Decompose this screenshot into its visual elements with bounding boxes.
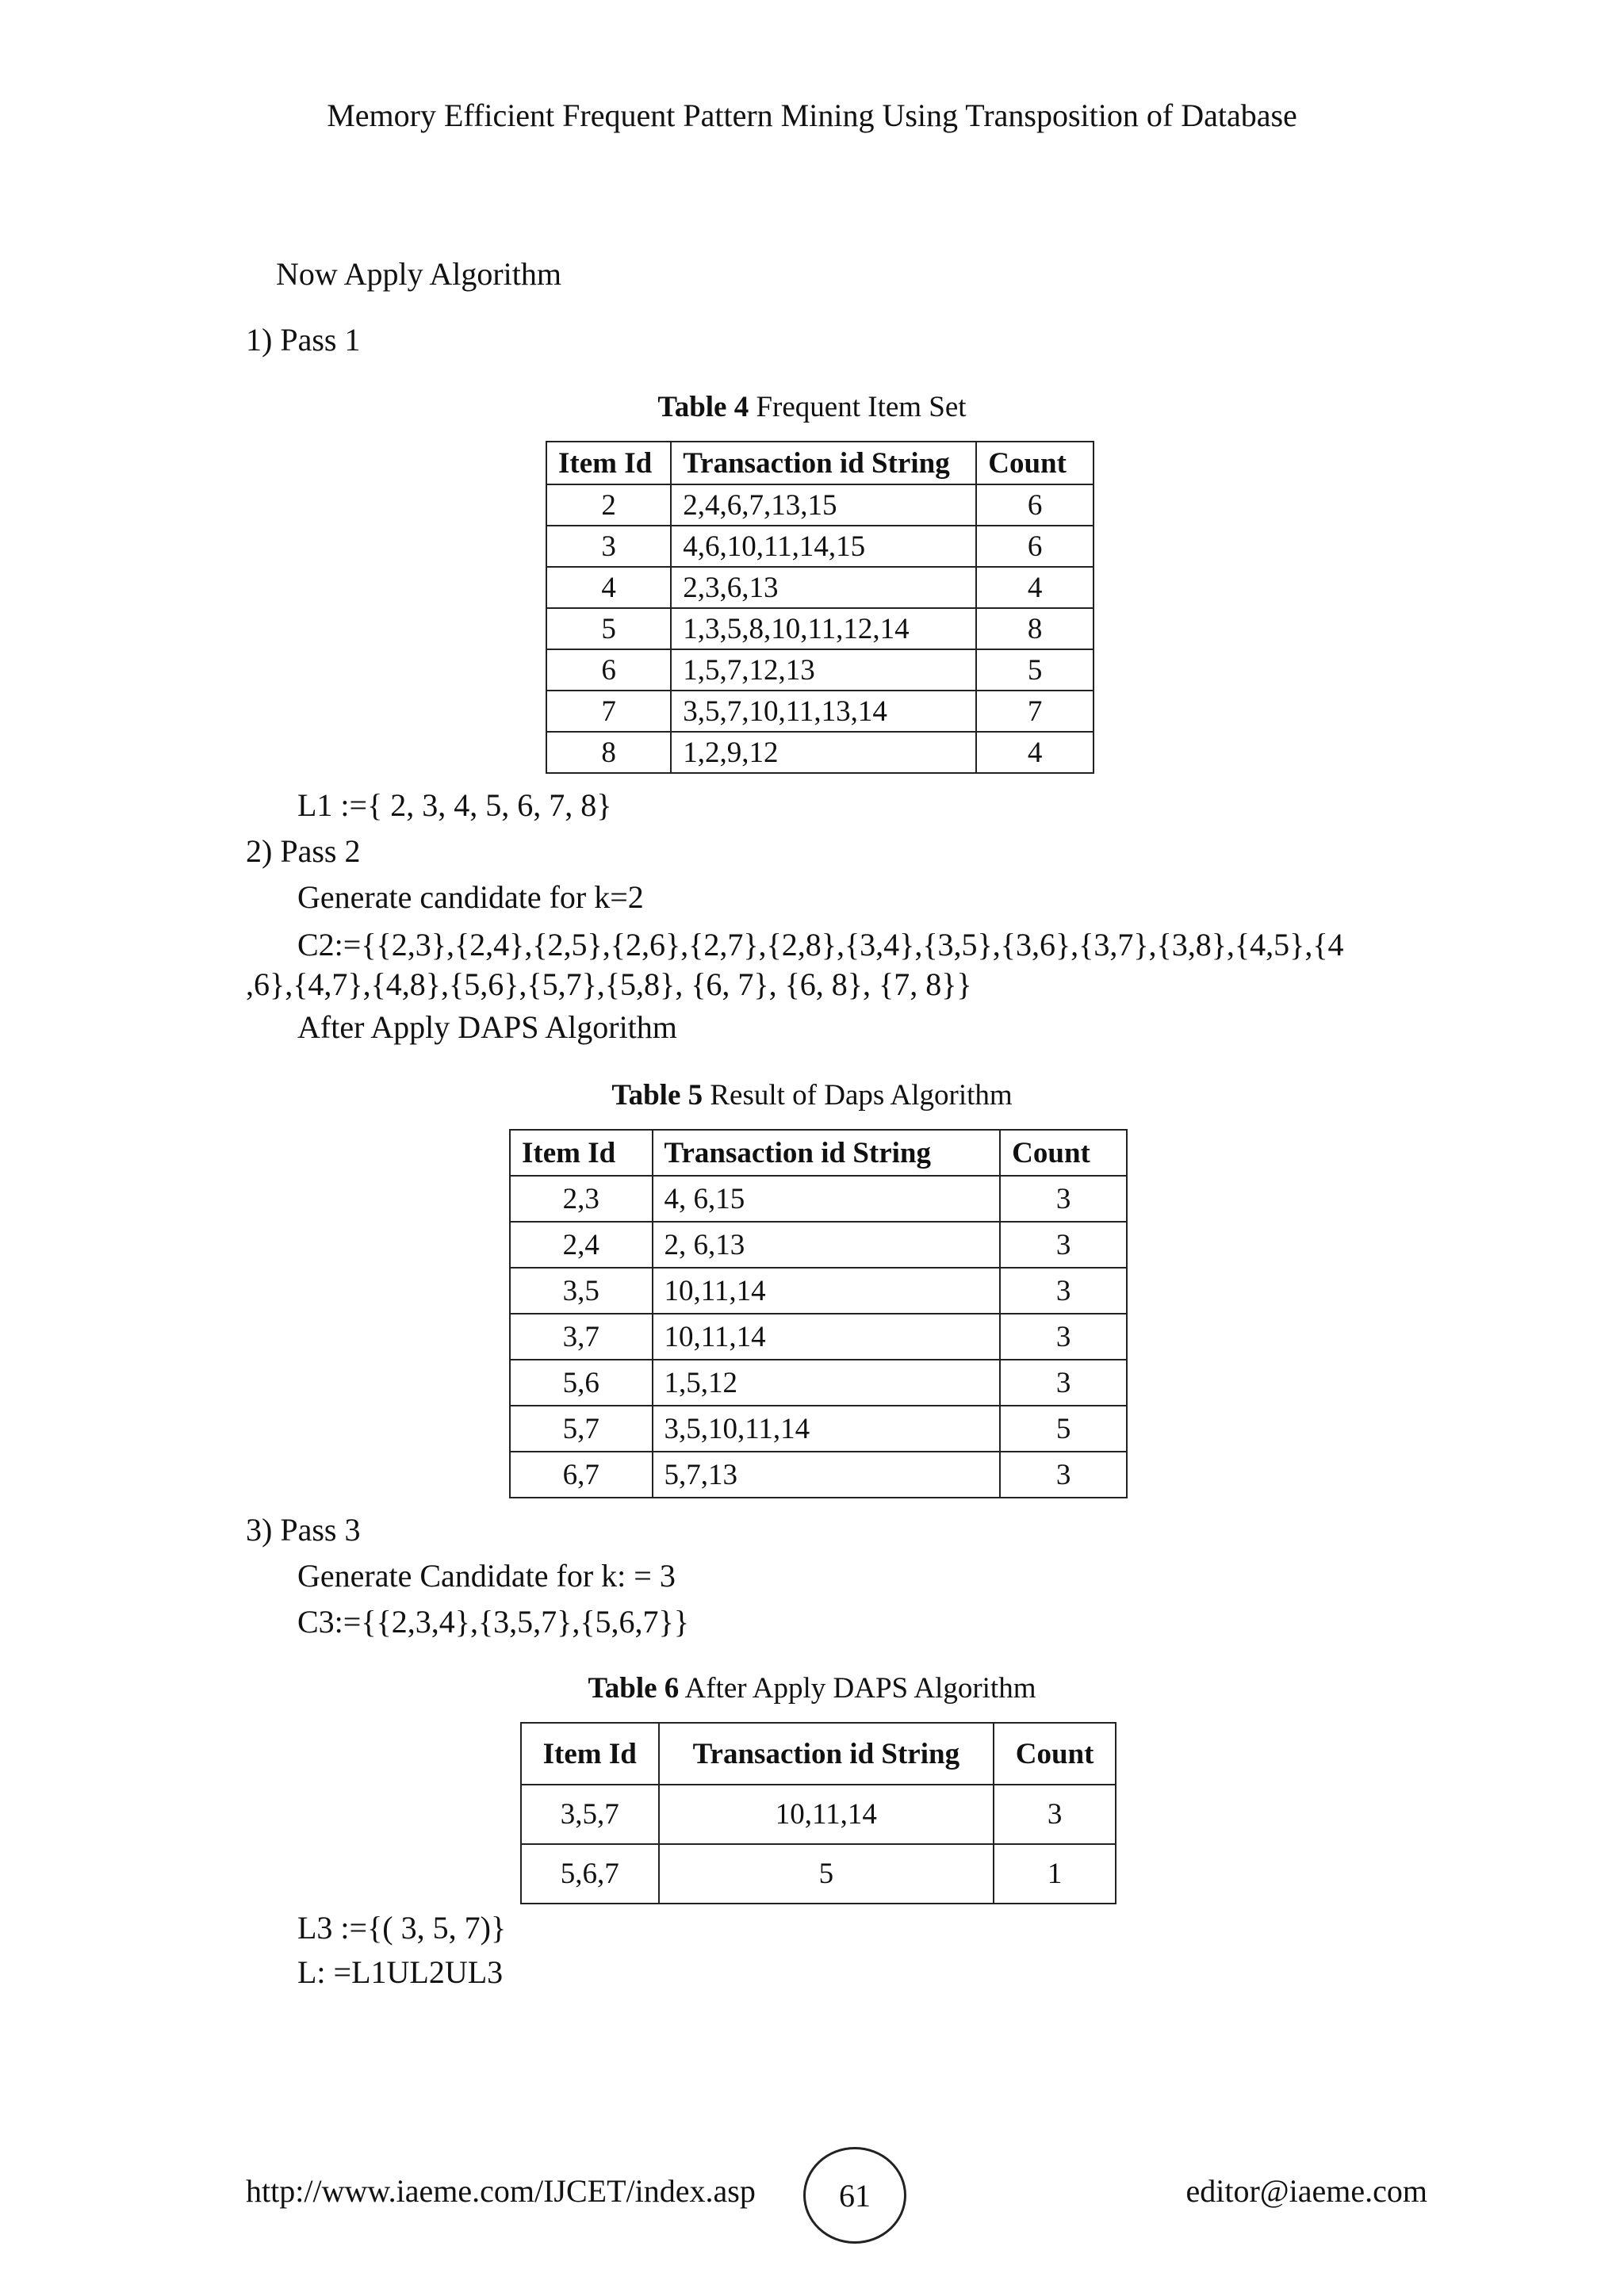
table-cell: 10,11,14 (659, 1785, 994, 1844)
table-row (510, 1268, 1127, 1314)
generate-k2: Generate candidate for k=2 (297, 879, 644, 915)
table-row (546, 567, 1094, 608)
table-cell: 6 (546, 649, 671, 691)
table-cell: 7 (546, 691, 671, 732)
table-cell: 4,6,10,11,14,15 (671, 526, 976, 567)
table6-header-cell: Count (994, 1723, 1116, 1785)
table5-caption-text: Result of Daps Algorithm (703, 1079, 1013, 1112)
table-cell: 2,3 (510, 1176, 653, 1222)
table-row (546, 649, 1094, 691)
table-cell: 5,6,7 (521, 1844, 659, 1904)
table-cell: 3 (1000, 1176, 1127, 1222)
table-cell: 3,5,7 (521, 1785, 659, 1844)
table5-header-cell: Item Id (510, 1130, 653, 1176)
pass1-heading: 1) Pass 1 (246, 322, 361, 358)
table-cell: 10,11,14 (653, 1314, 1001, 1360)
l1-set: L1 :={ 2, 3, 4, 5, 6, 7, 8} (297, 787, 612, 823)
table5-label: Table 5 (611, 1079, 703, 1112)
table-cell: 5 (546, 608, 671, 649)
table6-caption-text: After Apply DAPS Algorithm (679, 1672, 1036, 1705)
table-cell: 2 (546, 484, 671, 526)
table-cell: 3 (1000, 1314, 1127, 1360)
l3-set: L3 :={( 3, 5, 7)} (297, 1910, 507, 1946)
table6 (520, 1722, 1116, 1904)
footer-email-link[interactable]: editor@iaeme.com (1185, 2173, 1427, 2209)
table6-header-row (521, 1723, 1116, 1785)
table4 (546, 441, 1094, 774)
table-cell: 2,4 (510, 1222, 653, 1268)
table-row (510, 1406, 1127, 1452)
table5-caption (0, 1078, 1624, 1112)
table-cell: 4 (976, 732, 1094, 773)
table-row (521, 1785, 1116, 1844)
table-cell: 1,5,7,12,13 (671, 649, 976, 691)
table5-header-cell: Transaction id String (653, 1130, 1001, 1176)
table5-header-row (510, 1130, 1127, 1176)
table-cell: 7 (976, 691, 1094, 732)
table-cell: 6 (976, 526, 1094, 567)
table-row (510, 1452, 1127, 1498)
table-cell: 2,4,6,7,13,15 (671, 484, 976, 526)
table-cell: 8 (976, 608, 1094, 649)
pass2-heading: 2) Pass 2 (246, 833, 361, 869)
l-union: L: =L1UL2UL3 (297, 1954, 504, 1990)
table-cell: 4, 6,15 (653, 1176, 1001, 1222)
after-daps-text: After Apply DAPS Algorithm (297, 1009, 677, 1045)
intro-text: Now Apply Algorithm (276, 256, 562, 292)
table-cell: 3,7 (510, 1314, 653, 1360)
table6-caption (0, 1671, 1624, 1705)
table6-header-cell: Item Id (521, 1723, 659, 1785)
table-cell: 2, 6,13 (653, 1222, 1001, 1268)
table-cell: 5 (659, 1844, 994, 1904)
table-cell: 3 (1000, 1268, 1127, 1314)
generate-k3: Generate Candidate for k: = 3 (297, 1558, 676, 1594)
table-row (510, 1360, 1127, 1406)
table4-header-cell: Transaction id String (671, 442, 976, 484)
table4-header-cell: Item Id (546, 442, 671, 484)
table5 (509, 1129, 1128, 1498)
footer-url-link[interactable]: http://www.iaeme.com/IJCET/index.asp (246, 2173, 756, 2209)
c2-line2: ,6},{4,7},{4,8},{5,6},{5,7},{5,8}, {6, 7}, {6, 8}, {7, 8}} (246, 966, 972, 1002)
c2-line1: C2:={{2,3},{2,4},{2,5},{2,6},{2,7},{2,8},{3,4},{3,5},{3,6},{3,7},{3,8},{4,5},{4 (297, 927, 1344, 962)
table-cell: 5 (1000, 1406, 1127, 1452)
table-row (546, 732, 1094, 773)
table-cell: 4 (976, 567, 1094, 608)
table-cell: 10,11,14 (653, 1268, 1001, 1314)
table6-header-cell: Transaction id String (659, 1723, 994, 1785)
running-head: Memory Efficient Frequent Pattern Mining Using Transposition of Database (327, 98, 1297, 133)
table-cell: 1,3,5,8,10,11,12,14 (671, 608, 976, 649)
table6-label: Table 6 (588, 1672, 680, 1705)
table-row (546, 608, 1094, 649)
table5-header-cell: Count (1000, 1130, 1127, 1176)
table-cell: 3,5,10,11,14 (653, 1406, 1001, 1452)
table-cell: 4 (546, 567, 671, 608)
page-number: 61 (803, 2147, 906, 2244)
table-row (510, 1222, 1127, 1268)
table-cell: 1,2,9,12 (671, 732, 976, 773)
table-cell: 2,3,6,13 (671, 567, 976, 608)
table-row (510, 1314, 1127, 1360)
table-cell: 6 (976, 484, 1094, 526)
table-cell: 5,7 (510, 1406, 653, 1452)
table-row (510, 1176, 1127, 1222)
table-row (546, 484, 1094, 526)
table-row (546, 691, 1094, 732)
table-cell: 5,7,13 (653, 1452, 1001, 1498)
pass3-heading: 3) Pass 3 (246, 1512, 361, 1548)
table-row (521, 1844, 1116, 1904)
table-cell: 5,6 (510, 1360, 653, 1406)
c3-set: C3:={{2,3,4},{3,5,7},{5,6,7}} (297, 1604, 689, 1640)
table4-header-cell: Count (976, 442, 1094, 484)
table-cell: 3 (1000, 1222, 1127, 1268)
table4-header-row (546, 442, 1094, 484)
table-row (546, 526, 1094, 567)
table-cell: 3 (1000, 1452, 1127, 1498)
table-cell: 3 (994, 1785, 1116, 1844)
table-cell: 1 (994, 1844, 1116, 1904)
table-cell: 1,5,12 (653, 1360, 1001, 1406)
table-cell: 3 (546, 526, 671, 567)
table4-caption (0, 390, 1624, 424)
table-cell: 5 (976, 649, 1094, 691)
table-cell: 6,7 (510, 1452, 653, 1498)
table-cell: 3 (1000, 1360, 1127, 1406)
table4-caption-text: Frequent Item Set (749, 391, 967, 423)
table-cell: 3,5 (510, 1268, 653, 1314)
table-cell: 3,5,7,10,11,13,14 (671, 691, 976, 732)
table4-label: Table 4 (657, 391, 749, 423)
table-cell: 8 (546, 732, 671, 773)
